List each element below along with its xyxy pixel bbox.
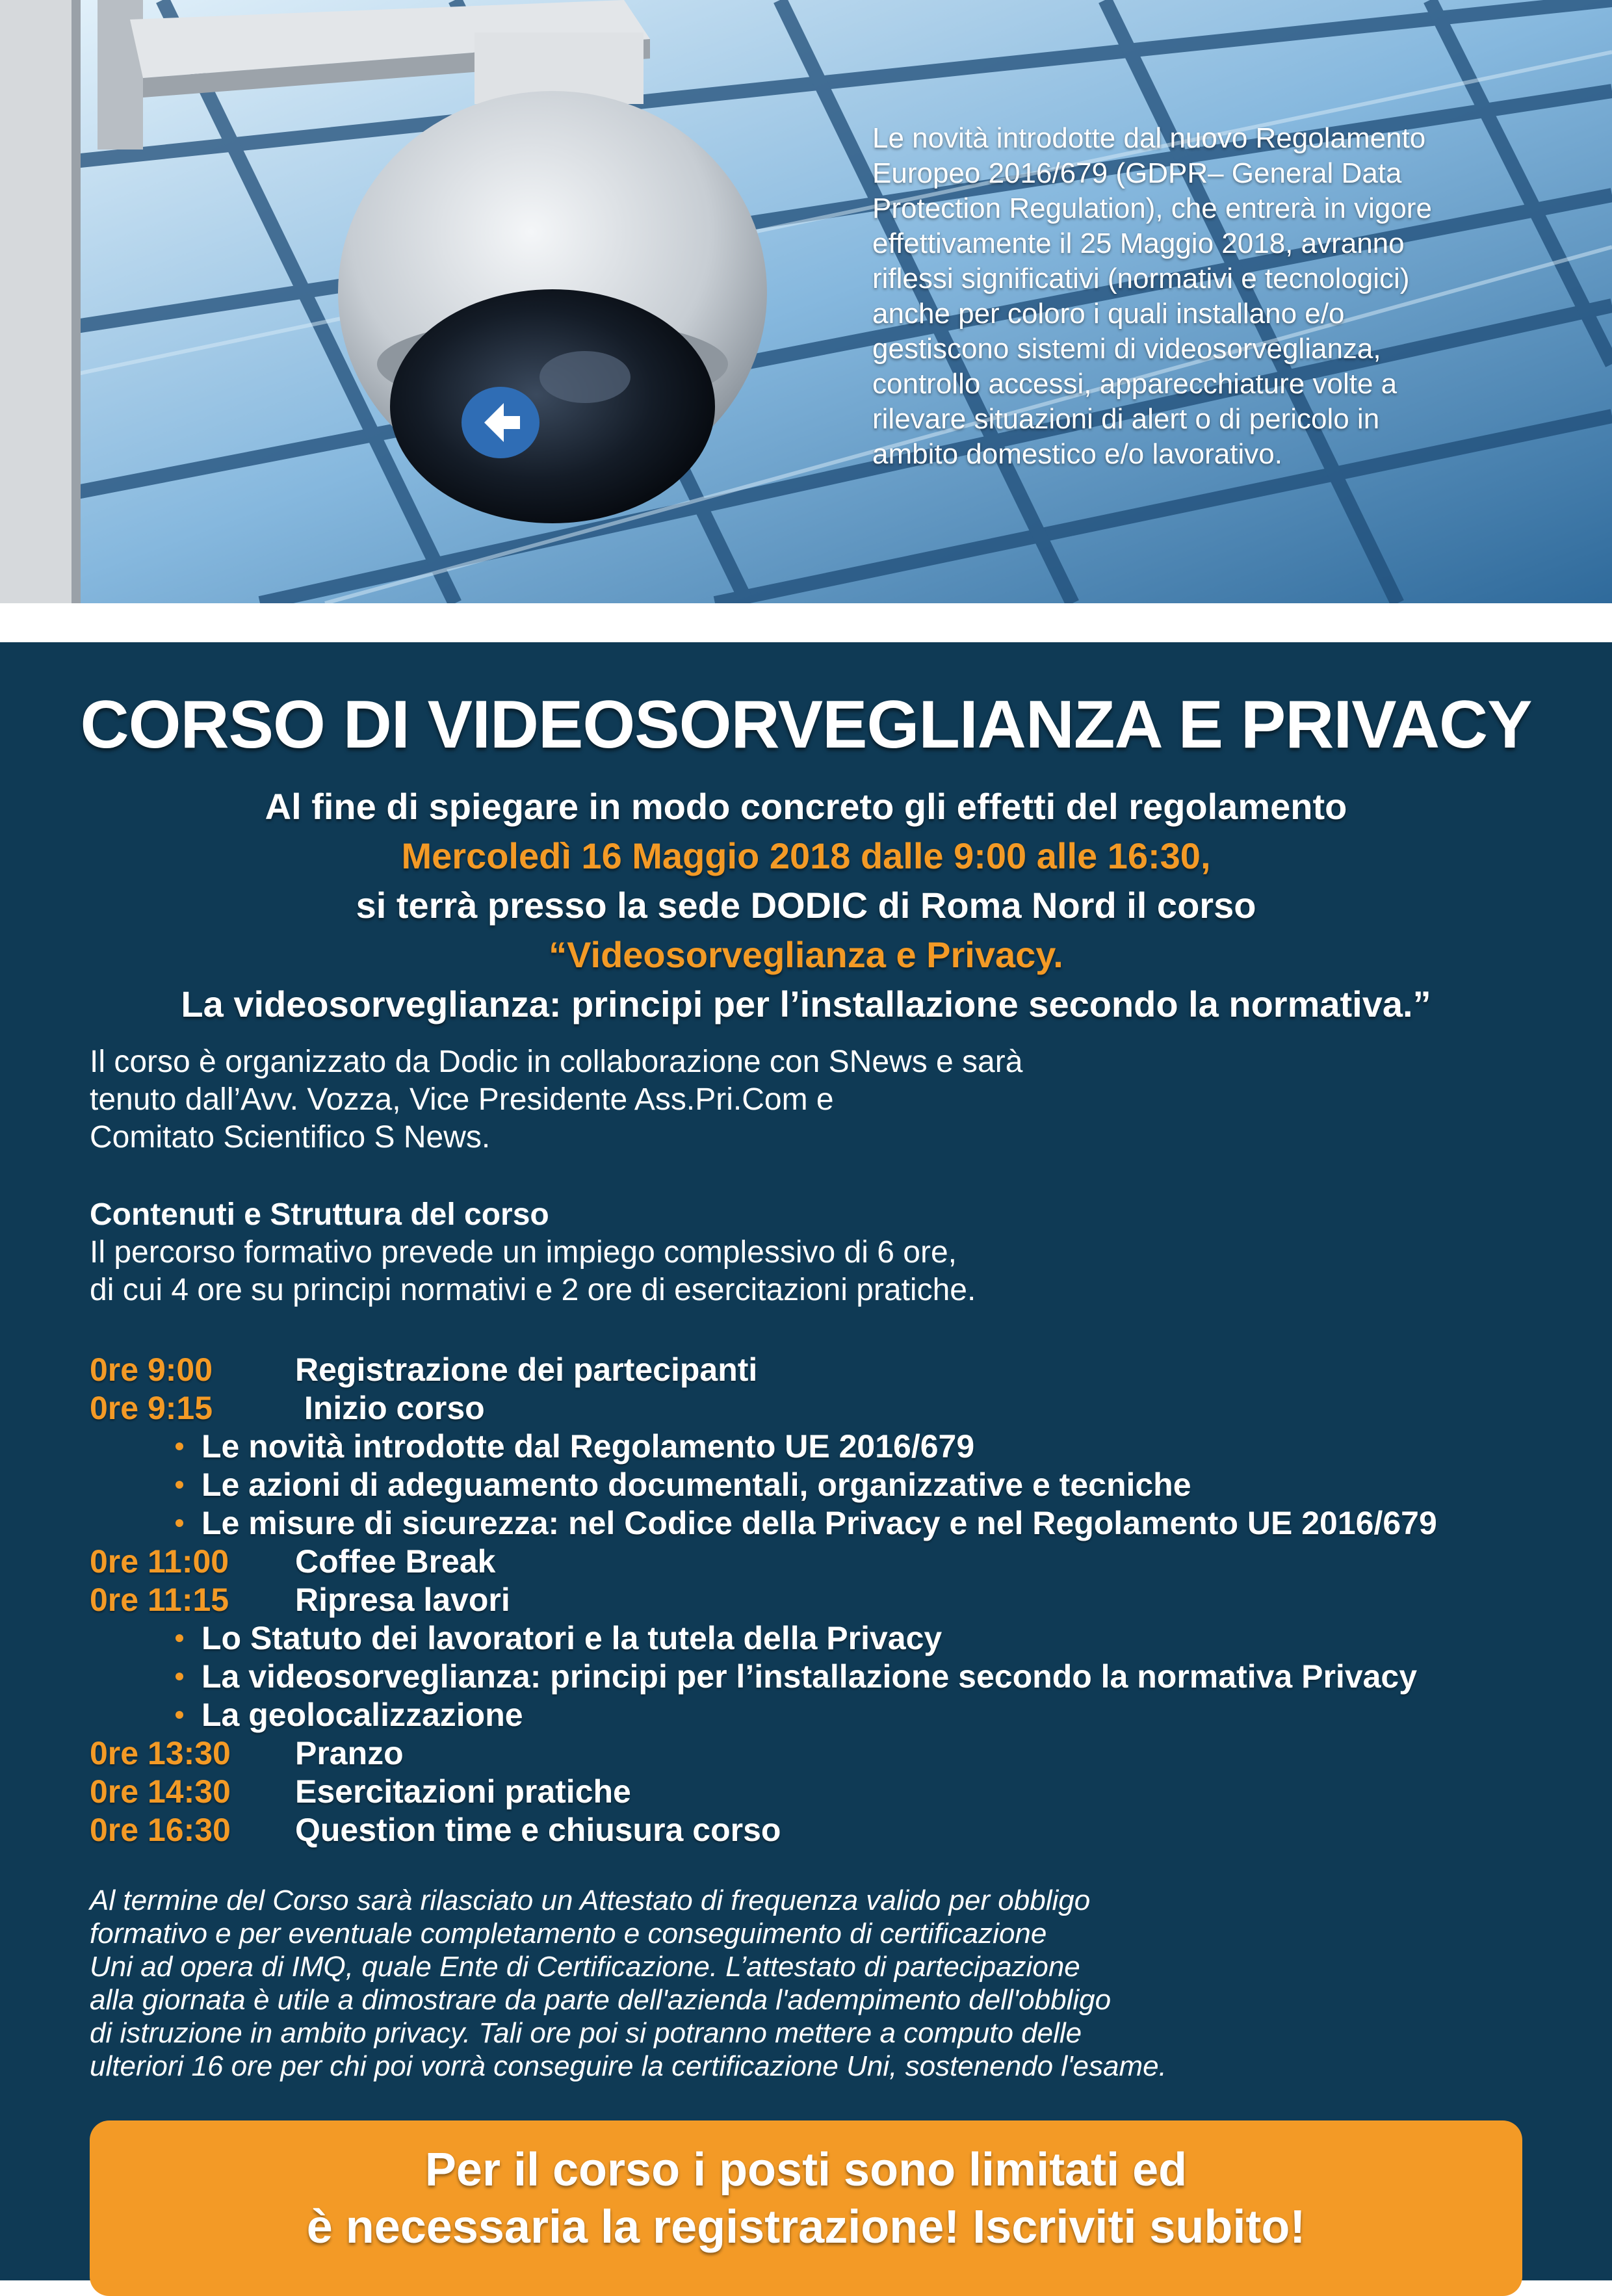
schedule-row <box>90 1773 1546 1811</box>
contents-line: di cui 4 ore su principi normativi e 2 ore di esercitazioni pratiche. <box>90 1273 976 1307</box>
schedule-list <box>90 1351 1546 1849</box>
bullet-icon <box>176 1481 183 1489</box>
certificate-note <box>90 1884 1325 2083</box>
schedule-row <box>90 1734 1546 1773</box>
hero-text-line: gestiscono sistemi di videosorveglianza, <box>872 333 1381 365</box>
schedule-topic <box>90 1619 1546 1658</box>
schedule-time: 0re 13:30 <box>90 1735 231 1771</box>
note-line: formativo e per eventuale completamento e conseguimento di certificazione <box>90 1918 1047 1950</box>
course-subtitle: La videosorveglianza: principi per l’installazione secondo la normativa.” <box>181 984 1431 1024</box>
contents-line: Il percorso formativo prevede un impiego complessivo di 6 ore, <box>90 1235 957 1270</box>
cta-line: Per il corso i posti sono limitati ed <box>424 2144 1188 2196</box>
hero-text-line: riflessi significativi (normativi e tecnologici) <box>872 263 1410 294</box>
hero-text-line: Europeo 2016/679 (GDPR– General Data <box>872 157 1402 189</box>
topic-label: La videosorveglianza: principi per l’installazione secondo la normativa Privacy <box>202 1658 1418 1695</box>
topic-label: Lo Statuto dei lavoratori e la tutela della Privacy <box>202 1620 942 1656</box>
schedule-label: Ripresa lavori <box>295 1582 510 1618</box>
course-date: Mercoledì 16 Maggio 2018 dalle 9:00 alle 16:30, <box>401 835 1211 876</box>
schedule-topic <box>90 1466 1546 1504</box>
hero-banner <box>0 0 1612 603</box>
intro-line: Al fine di spiegare in modo concreto gli effetti del regolamento <box>265 786 1347 827</box>
schedule-time: 0re 11:15 <box>90 1582 229 1618</box>
schedule-time: 0re 9:15 <box>90 1390 213 1426</box>
topic-label: La geolocalizzazione <box>202 1697 523 1733</box>
schedule-time: 0re 11:00 <box>90 1543 229 1580</box>
registration-banner[interactable] <box>90 2120 1522 2296</box>
note-line: ulteriori 16 ore per chi poi vorrà conseguire la certificazione Uni, sostenendo l'esame. <box>90 2050 1167 2082</box>
organization-line: Il corso è organizzato da Dodic in collaborazione con SNews e sarà <box>90 1045 1023 1079</box>
schedule-label: Coffee Break <box>295 1543 496 1580</box>
note-line: alla giornata è utile a dimostrare da parte dell'azienda l'adempimento dell'obbligo <box>90 1984 1112 2016</box>
schedule-label: Inizio corso <box>295 1390 485 1426</box>
schedule-label: Esercitazioni pratiche <box>295 1773 631 1810</box>
bullet-icon <box>176 1519 183 1527</box>
topic-label: Le azioni di adeguamento documentali, organizzative e tecniche <box>202 1467 1191 1503</box>
bullet-icon <box>176 1711 183 1719</box>
schedule-time: 0re 9:00 <box>90 1351 213 1388</box>
hero-intro-text <box>872 121 1548 472</box>
schedule-time: 0re 14:30 <box>90 1773 231 1810</box>
schedule-row <box>90 1389 1546 1428</box>
schedule-topic <box>90 1696 1546 1734</box>
schedule-row <box>90 1543 1546 1581</box>
schedule-row <box>90 1581 1546 1619</box>
hero-text-line: ambito domestico e/o lavorativo. <box>872 438 1282 470</box>
schedule-label: Question time e chiusura corso <box>295 1812 781 1848</box>
contents-section <box>90 1196 1533 1309</box>
schedule-time: 0re 16:30 <box>90 1812 231 1848</box>
topic-label: Le misure di sicurezza: nel Codice della Privacy e nel Regolamento UE 2016/679 <box>202 1505 1437 1541</box>
course-name: “Videosorveglianza e Privacy. <box>549 934 1063 975</box>
organization-line: Comitato Scientifico S News. <box>90 1120 491 1155</box>
schedule-row <box>90 1811 1546 1849</box>
hero-text-line: controllo accessi, apparecchiature volte a <box>872 368 1398 400</box>
hero-text-line: anche per coloro i quali installano e/o <box>872 298 1345 330</box>
note-line: Al termine del Corso sarà rilasciato un Attestato di frequenza valido per obbligo <box>90 1885 1091 1916</box>
divider-band <box>0 603 1612 642</box>
schedule-topic <box>90 1504 1546 1543</box>
note-line: Uni ad opera di IMQ, quale Ente di Certificazione. L’attestato di partecipazione <box>90 1951 1080 1983</box>
organization-text <box>90 1043 1533 1156</box>
organization-line: tenuto dall’Avv. Vozza, Vice Presidente Ass.Pri.Com e <box>90 1082 834 1117</box>
schedule-label: Pranzo <box>295 1735 404 1771</box>
course-intro <box>0 782 1612 1029</box>
schedule-topic <box>90 1658 1546 1696</box>
page-title: CORSO DI VIDEOSORVEGLIANZA E PRIVACY <box>80 687 1532 763</box>
schedule-row <box>90 1351 1546 1389</box>
bullet-icon <box>176 1442 183 1450</box>
hero-text-line: effettivamente il 25 Maggio 2018, avranno <box>872 228 1405 259</box>
hero-text-line: rilevare situazioni di alert o di pericolo in <box>872 403 1380 435</box>
bullet-icon <box>176 1634 183 1642</box>
topic-label: Le novità introdotte dal Regolamento UE 2016/679 <box>202 1428 975 1465</box>
note-line: di istruzione in ambito privacy. Tali ore poi si potranno mettere a computo delle <box>90 2017 1082 2049</box>
bullet-icon <box>176 1673 183 1680</box>
cta-line: è necessaria la registrazione! Iscriviti subito! <box>306 2201 1306 2253</box>
hero-text-line: Le novità introdotte dal nuovo Regolamento <box>872 122 1426 154</box>
schedule-label: Registrazione dei partecipanti <box>295 1351 758 1388</box>
contents-heading: Contenuti e Struttura del corso <box>90 1197 549 1232</box>
schedule-topic <box>90 1428 1546 1466</box>
hero-text-line: Protection Regulation), che entrerà in vigore <box>872 192 1432 224</box>
intro-line: si terrà presso la sede DODIC di Roma Nord il corso <box>356 885 1256 926</box>
